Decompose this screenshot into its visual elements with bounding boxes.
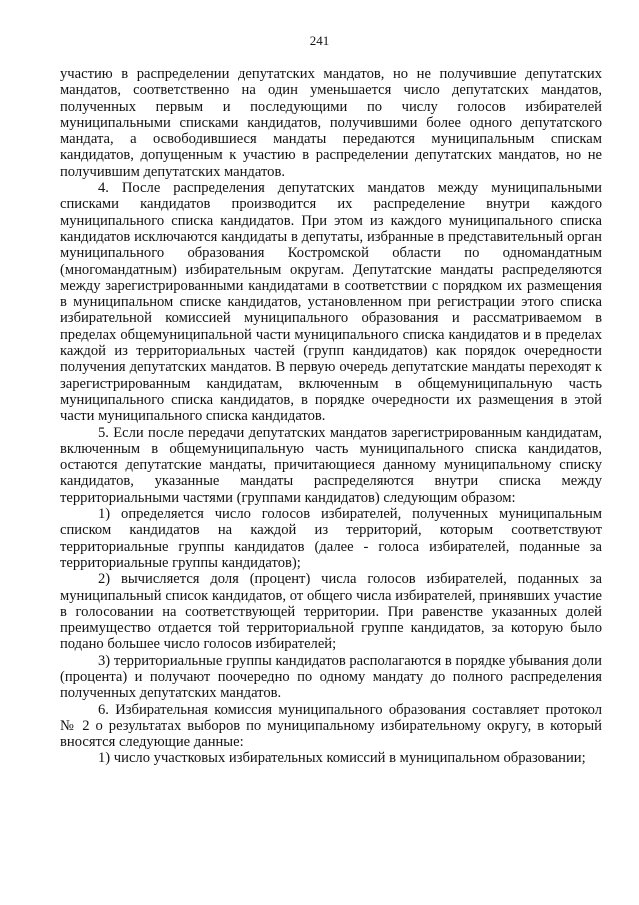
list-item-5-1: 1) определяется число голосов избирателей, полученных муниципальным списком кандидатов на каждой из территорий, которым соответствуют территориальные группы кандидатов (далее - голоса избирателей, поданные за территориальные группы кандидатов); <box>60 506 602 571</box>
page-number: 241 <box>309 33 330 48</box>
paragraph-5: 5. Если после передачи депутатских мандатов зарегистрированным кандидатам, включенным в общемуниципальную часть муниципального списка кандидатов, остаются депутатские мандаты, причитающиеся данному муниципальному списку кандидатов, указанные мандаты распределяются внутри списка между территориальными частями (группами кандидатов) следующим образом: <box>60 424 602 506</box>
paragraph-continuation: участию в распределении депутатских мандатов, но не получившие депутатских мандатов, соответственно на один уменьшается число депутатских мандатов, полученных первым и последующими по числу голосов избирателей муниципальными списками кандидатов, получившими более одного депутатского мандата, а освободившиеся мандаты передаются муниципальным спискам кандидатов, допущенным к участию в распределении депутатских мандатов, но не получившим депутатских мандатов. <box>60 66 602 180</box>
document-body <box>60 66 602 767</box>
list-item-6-1: 1) число участковых избирательных комиссий в муниципальном образовании; <box>98 750 586 767</box>
paragraph-6: 6. Избирательная комиссия муниципального образования составляет протокол № 2 о результатах выборов по муниципальному избирательному округу, в который вносятся следующие данные: <box>60 701 602 751</box>
list-item-5-2: 2) вычисляется доля (процент) числа голосов избирателей, поданных за муниципальный список кандидатов, от общего числа избирателей, принявших участие в голосовании на соответствующей территории. При равенстве указанных долей преимущество отдается той территориальной группе кандидатов, за которую было подано большее число голосов избирателей; <box>60 571 602 653</box>
list-item-5-3: 3) территориальные группы кандидатов располагаются в порядке убывания доли (процента) и получают поочередно по одному мандату до полного распределения полученных депутатских мандатов. <box>60 652 602 702</box>
paragraph-4: 4. После распределения депутатских мандатов между муниципальными списками кандидатов производится их распределение внутри каждого муниципального списка кандидатов. При этом из каждого муниципального списка кандидатов исключаются кандидаты в депутаты, избранные в представительный орган муниципального образования Костромской области по одномандатным (многомандатным) избирательным округам. Депутатские мандаты распределяются между зарегистрированными кандидатами в соответствии с порядком их размещения в муниципальном списке кандидатов, установленном при регистрации этого списка избирательной комиссией муниципального образования и рассматриваемом в пределах общемуниципальной части муниципального списка кандидатов и в пределах каждой из территориальных частей (групп кандидатов) как порядок очередности получения депутатских мандатов. В первую очередь депутатские мандаты переходят к зарегистрированным кандидатам, включенным в общемуниципальную часть муниципального списка кандидатов, в порядке очередности их размещения в этой части муниципального списка кандидатов. <box>60 180 602 425</box>
